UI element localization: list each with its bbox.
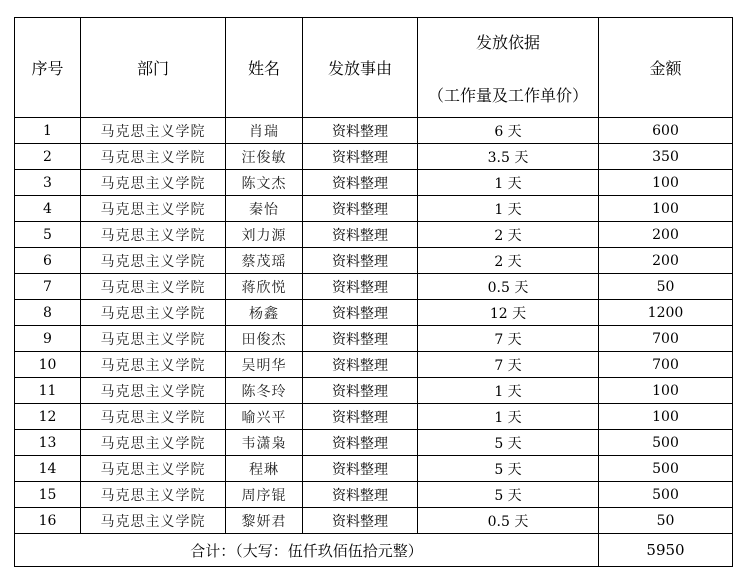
cell-basis: 1 天 bbox=[418, 196, 599, 222]
cell-name: 汪俊敏 bbox=[226, 144, 303, 170]
cell-name: 韦潇枭 bbox=[226, 430, 303, 456]
cell-name: 蔡茂瑶 bbox=[226, 248, 303, 274]
cell-amount: 100 bbox=[599, 378, 733, 404]
cell-basis: 5 天 bbox=[418, 456, 599, 482]
table-row bbox=[15, 222, 733, 248]
cell-index: 2 bbox=[15, 144, 81, 170]
header-index: 序号 bbox=[15, 18, 81, 118]
cell-department: 马克思主义学院 bbox=[81, 144, 226, 170]
cell-name: 秦怡 bbox=[226, 196, 303, 222]
payment-table bbox=[14, 17, 733, 567]
cell-amount: 500 bbox=[599, 456, 733, 482]
cell-index: 16 bbox=[15, 508, 81, 534]
table-row bbox=[15, 378, 733, 404]
cell-basis: 3.5 天 bbox=[418, 144, 599, 170]
cell-index: 8 bbox=[15, 300, 81, 326]
cell-basis: 2 天 bbox=[418, 248, 599, 274]
cell-reason: 资料整理 bbox=[303, 144, 418, 170]
cell-amount: 200 bbox=[599, 222, 733, 248]
cell-department: 马克思主义学院 bbox=[81, 404, 226, 430]
table-row bbox=[15, 170, 733, 196]
cell-reason: 资料整理 bbox=[303, 482, 418, 508]
cell-index: 13 bbox=[15, 430, 81, 456]
cell-department: 马克思主义学院 bbox=[81, 456, 226, 482]
cell-amount: 500 bbox=[599, 430, 733, 456]
header-row bbox=[15, 18, 733, 118]
header-basis-line2: （工作量及工作单价） bbox=[427, 85, 588, 105]
cell-name: 肖瑞 bbox=[226, 118, 303, 144]
cell-department: 马克思主义学院 bbox=[81, 508, 226, 534]
cell-reason: 资料整理 bbox=[303, 378, 418, 404]
cell-index: 4 bbox=[15, 196, 81, 222]
header-department: 部门 bbox=[81, 18, 226, 118]
table-row bbox=[15, 508, 733, 534]
cell-department: 马克思主义学院 bbox=[81, 222, 226, 248]
cell-amount: 50 bbox=[599, 274, 733, 300]
cell-basis: 5 天 bbox=[418, 482, 599, 508]
cell-reason: 资料整理 bbox=[303, 274, 418, 300]
cell-department: 马克思主义学院 bbox=[81, 378, 226, 404]
cell-reason: 资料整理 bbox=[303, 508, 418, 534]
cell-index: 9 bbox=[15, 326, 81, 352]
table-row bbox=[15, 404, 733, 430]
cell-amount: 500 bbox=[599, 482, 733, 508]
cell-name: 陈文杰 bbox=[226, 170, 303, 196]
table-row bbox=[15, 118, 733, 144]
cell-reason: 资料整理 bbox=[303, 300, 418, 326]
cell-amount: 700 bbox=[599, 326, 733, 352]
cell-department: 马克思主义学院 bbox=[81, 326, 226, 352]
cell-basis: 6 天 bbox=[418, 118, 599, 144]
table-row bbox=[15, 456, 733, 482]
cell-name: 刘力源 bbox=[226, 222, 303, 248]
cell-department: 马克思主义学院 bbox=[81, 170, 226, 196]
cell-department: 马克思主义学院 bbox=[81, 300, 226, 326]
cell-index: 3 bbox=[15, 170, 81, 196]
cell-amount: 350 bbox=[599, 144, 733, 170]
cell-basis: 2 天 bbox=[418, 222, 599, 248]
cell-reason: 资料整理 bbox=[303, 404, 418, 430]
header-basis-line1: 发放依据 bbox=[475, 32, 540, 52]
cell-basis: 7 天 bbox=[418, 326, 599, 352]
cell-amount: 100 bbox=[599, 404, 733, 430]
total-amount: 5950 bbox=[599, 534, 733, 567]
cell-index: 10 bbox=[15, 352, 81, 378]
total-row bbox=[15, 534, 733, 567]
header-basis bbox=[418, 18, 599, 118]
cell-reason: 资料整理 bbox=[303, 222, 418, 248]
cell-reason: 资料整理 bbox=[303, 326, 418, 352]
cell-reason: 资料整理 bbox=[303, 430, 418, 456]
table-row bbox=[15, 430, 733, 456]
cell-reason: 资料整理 bbox=[303, 170, 418, 196]
cell-reason: 资料整理 bbox=[303, 118, 418, 144]
table-row bbox=[15, 196, 733, 222]
cell-index: 6 bbox=[15, 248, 81, 274]
cell-name: 杨鑫 bbox=[226, 300, 303, 326]
cell-basis: 1 天 bbox=[418, 378, 599, 404]
cell-name: 陈冬玲 bbox=[226, 378, 303, 404]
cell-basis: 5 天 bbox=[418, 430, 599, 456]
cell-basis: 1 天 bbox=[418, 404, 599, 430]
cell-basis: 7 天 bbox=[418, 352, 599, 378]
cell-basis: 0.5 天 bbox=[418, 508, 599, 534]
cell-amount: 1200 bbox=[599, 300, 733, 326]
table-row bbox=[15, 300, 733, 326]
cell-index: 7 bbox=[15, 274, 81, 300]
cell-index: 5 bbox=[15, 222, 81, 248]
total-label: 合计：（大写：伍仟玖佰伍拾元整） bbox=[15, 534, 599, 567]
cell-department: 马克思主义学院 bbox=[81, 352, 226, 378]
table-row bbox=[15, 326, 733, 352]
cell-amount: 100 bbox=[599, 196, 733, 222]
cell-name: 喻兴平 bbox=[226, 404, 303, 430]
cell-name: 程琳 bbox=[226, 456, 303, 482]
cell-amount: 100 bbox=[599, 170, 733, 196]
cell-reason: 资料整理 bbox=[303, 352, 418, 378]
cell-amount: 700 bbox=[599, 352, 733, 378]
cell-department: 马克思主义学院 bbox=[81, 482, 226, 508]
cell-index: 14 bbox=[15, 456, 81, 482]
cell-index: 11 bbox=[15, 378, 81, 404]
table-row bbox=[15, 274, 733, 300]
cell-department: 马克思主义学院 bbox=[81, 118, 226, 144]
header-name: 姓名 bbox=[226, 18, 303, 118]
cell-name: 黎妍君 bbox=[226, 508, 303, 534]
table-row bbox=[15, 352, 733, 378]
cell-index: 15 bbox=[15, 482, 81, 508]
cell-amount: 50 bbox=[599, 508, 733, 534]
cell-basis: 1 天 bbox=[418, 170, 599, 196]
cell-amount: 200 bbox=[599, 248, 733, 274]
cell-name: 田俊杰 bbox=[226, 326, 303, 352]
table-row bbox=[15, 248, 733, 274]
cell-name: 周序锟 bbox=[226, 482, 303, 508]
table-row bbox=[15, 482, 733, 508]
table-row bbox=[15, 144, 733, 170]
cell-basis: 12 天 bbox=[418, 300, 599, 326]
cell-reason: 资料整理 bbox=[303, 196, 418, 222]
cell-department: 马克思主义学院 bbox=[81, 196, 226, 222]
cell-reason: 资料整理 bbox=[303, 248, 418, 274]
cell-department: 马克思主义学院 bbox=[81, 248, 226, 274]
cell-basis: 0.5 天 bbox=[418, 274, 599, 300]
header-reason: 发放事由 bbox=[303, 18, 418, 118]
cell-index: 12 bbox=[15, 404, 81, 430]
cell-index: 1 bbox=[15, 118, 81, 144]
cell-reason: 资料整理 bbox=[303, 456, 418, 482]
cell-department: 马克思主义学院 bbox=[81, 274, 226, 300]
header-amount: 金额 bbox=[599, 18, 733, 118]
cell-amount: 600 bbox=[599, 118, 733, 144]
cell-name: 蒋欣悦 bbox=[226, 274, 303, 300]
cell-name: 吴明华 bbox=[226, 352, 303, 378]
cell-department: 马克思主义学院 bbox=[81, 430, 226, 456]
